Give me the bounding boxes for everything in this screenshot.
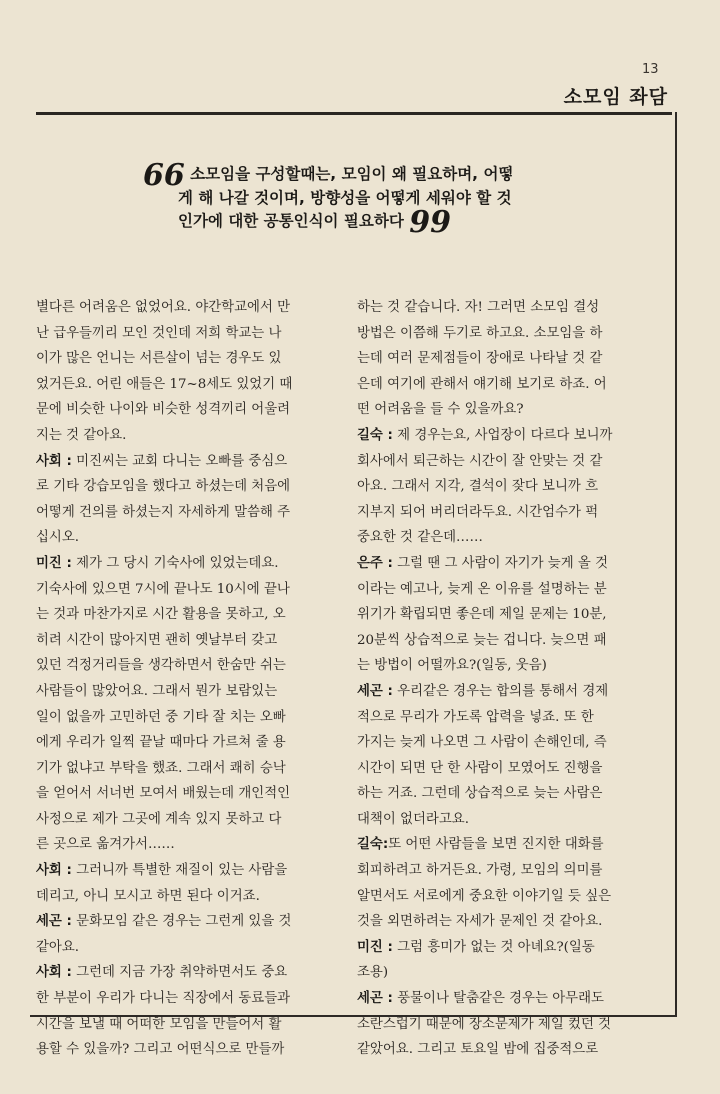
text-line <box>357 909 657 935</box>
pull-quote-line <box>143 205 583 240</box>
text-line <box>36 321 336 347</box>
line-text: 같았어요. 그리고 토요일 밤에 집중적으로 <box>357 1042 599 1058</box>
line-text: 조용) <box>357 965 389 981</box>
section-title: 소모임 좌담 <box>563 86 668 108</box>
text-line <box>36 884 336 910</box>
text-line <box>36 628 336 654</box>
text-line <box>357 832 657 858</box>
line-text: 적으로 무리가 가도록 압력을 넣죠. 또 한 <box>357 709 594 725</box>
line-text: 이라는 예고나, 늦게 온 이유를 설명하는 분 <box>357 581 607 597</box>
text-line <box>36 1012 336 1038</box>
text-line <box>36 858 336 884</box>
line-text: 용할 수 있을까? 그리고 어떤식으로 만들까 <box>36 1042 285 1058</box>
text-line <box>357 935 657 961</box>
text-line <box>357 653 657 679</box>
line-text: 알면서도 서로에게 중요한 이야기일 듯 싶은 <box>357 888 612 904</box>
line-text: 에게 우리가 일찍 끝날 때마다 가르쳐 줄 용 <box>36 735 286 751</box>
text-line <box>357 679 657 705</box>
line-text: 지부지 되어 버리더라두요. 시간엄수가 퍽 <box>357 504 599 520</box>
text-line <box>357 628 657 654</box>
text-line <box>357 577 657 603</box>
text-line <box>36 551 336 577</box>
text-line <box>36 423 336 449</box>
text-line <box>357 705 657 731</box>
line-text: 시간을 보낼 때 어떠한 모임을 만들어서 활 <box>36 1016 282 1032</box>
line-text: 대책이 없더라고요. <box>357 811 469 827</box>
line-text: 기숙사에 있으면 7시에 끝나도 10시에 끝나 <box>36 581 290 597</box>
text-line <box>357 807 657 833</box>
text-line <box>36 807 336 833</box>
line-text: 른 곳으로 옮겨가서…… <box>36 837 175 853</box>
text-line <box>36 397 336 423</box>
speaker-label: 세곤 : <box>357 991 393 1007</box>
line-text: 문화모임 같은 경우는 그런게 있을 것 <box>71 914 292 930</box>
text-line <box>36 705 336 731</box>
line-text: 데리고, 아니 모시고 하면 된다 이거죠. <box>36 888 260 904</box>
line-text: 그럼 흥미가 없는 것 아녜요?(일동 <box>392 939 595 955</box>
pull-quote-text: 인가에 대한 공통인식이 필요하다 <box>178 212 404 230</box>
line-text: 소란스럽기 때문에 장소문제가 제일 컸던 것 <box>357 1016 612 1032</box>
line-text: 는 것과 마찬가지로 시간 활용을 못하고, 오 <box>36 607 286 623</box>
speaker-label: 길숙: <box>357 837 389 853</box>
line-text: 떤 어려움을 들 수 있을까요? <box>357 402 524 418</box>
line-text: 회사에서 퇴근하는 시간이 잘 안맞는 것 같 <box>357 453 603 469</box>
line-text: 20분씩 상습적으로 늦는 겁니다. 늦으면 패 <box>357 632 607 648</box>
speaker-label: 사회 : <box>36 863 72 879</box>
line-text: 풍물이나 탈춤같은 경우는 아무래도 <box>392 991 604 1007</box>
text-line <box>357 960 657 986</box>
speaker-label: 사회 : <box>36 453 72 469</box>
text-line <box>357 730 657 756</box>
pull-quote-line <box>143 158 583 193</box>
speaker-label: 은주 : <box>357 555 393 571</box>
text-line <box>36 372 336 398</box>
text-line <box>357 781 657 807</box>
line-text: 중요한 것 같은데…… <box>357 530 483 546</box>
text-line <box>357 858 657 884</box>
line-text: 지는 것 같아요. <box>36 427 127 443</box>
close-quote-mark: 99 <box>409 205 451 240</box>
left-text-column <box>36 295 336 1063</box>
speaker-label: 미진 : <box>36 555 72 571</box>
line-text: 로 기타 강습모임을 했다고 하셨는데 처음에 <box>36 479 291 495</box>
text-line <box>357 500 657 526</box>
line-text: 제가 그 당시 기숙사에 있었는데요. <box>71 555 279 571</box>
text-line <box>36 781 336 807</box>
text-line <box>357 1012 657 1038</box>
text-line <box>357 525 657 551</box>
text-line <box>357 884 657 910</box>
line-text: 문에 비슷한 나이와 비슷한 성격끼리 어울려 <box>36 402 291 418</box>
line-text: 아요. 그래서 지각, 결석이 잦다 보니까 흐 <box>357 479 599 495</box>
line-text: 사정으로 제가 그곳에 계속 있지 못하고 다 <box>36 811 282 827</box>
text-line <box>36 577 336 603</box>
text-line <box>36 935 336 961</box>
line-text: 그런데 지금 가장 취약하면서도 중요 <box>71 965 288 981</box>
line-text: 하는 거죠. 그런데 상습적으로 늦는 사람은 <box>357 786 603 802</box>
text-line <box>357 346 657 372</box>
line-text: 었거든요. 어린 애들은 17~8세도 있었기 때 <box>36 376 293 392</box>
text-line <box>36 295 336 321</box>
speaker-label: 세곤 : <box>357 683 393 699</box>
line-text: 그러니까 특별한 재질이 있는 사람을 <box>71 863 288 879</box>
pull-quote-text: 게 해 나갈 것이며, 방향성을 어떻게 세워야 할 것 <box>178 188 512 207</box>
line-text: 그럴 땐 그 사람이 자기가 늦게 올 것 <box>392 555 609 571</box>
line-text: 어떻게 건의를 하셨는지 자세하게 말씀해 주 <box>36 504 291 520</box>
text-line <box>36 909 336 935</box>
line-text: 을 얻어서 서너번 모여서 배웠는데 개인적인 <box>36 786 291 802</box>
text-line <box>36 986 336 1012</box>
text-line <box>357 372 657 398</box>
line-text: 제 경우는요, 사업장이 다르다 보니까 <box>392 427 613 443</box>
line-text: 기가 없냐고 부탁을 했죠. 그래서 쾌히 승낙 <box>36 760 286 776</box>
pull-quote <box>143 158 583 240</box>
text-line <box>357 986 657 1012</box>
text-line <box>357 423 657 449</box>
pull-quote-line <box>143 187 583 211</box>
line-text: 시간이 되면 단 한 사람이 모였어도 진행을 <box>357 760 603 776</box>
text-line <box>36 653 336 679</box>
speaker-label: 길숙 : <box>357 427 393 443</box>
line-text: 일이 없을까 고민하던 중 기타 잘 치는 오빠 <box>36 709 286 725</box>
text-line <box>357 295 657 321</box>
line-text: 방법은 이쯤해 두기로 하고요. 소모임을 하 <box>357 325 603 341</box>
text-line <box>357 1037 657 1063</box>
open-quote-mark: 66 <box>143 158 185 193</box>
right-text-column <box>357 295 657 1063</box>
text-line <box>36 346 336 372</box>
line-text: 같아요. <box>36 939 80 955</box>
page-number: 13 <box>642 62 659 77</box>
line-text: 는데 여러 문제점들이 장애로 나타날 것 같 <box>357 351 603 367</box>
section-header <box>36 82 672 115</box>
text-line <box>36 525 336 551</box>
text-line <box>357 397 657 423</box>
line-text: 미진씨는 교회 다니는 오빠를 중심으 <box>71 453 288 469</box>
line-text: 하는 것 같습니다. 자! 그러면 소모임 결성 <box>357 300 600 315</box>
text-line <box>36 474 336 500</box>
right-border-rule <box>675 112 677 1016</box>
text-line <box>36 832 336 858</box>
line-text: 있던 걱정거리들을 생각하면서 한숨만 쉬는 <box>36 658 286 674</box>
line-text: 위기가 확립되면 좋은데 제일 문제는 10분, <box>357 607 607 623</box>
line-text: 은데 여기에 관해서 얘기해 보기로 하죠. 어 <box>357 376 607 392</box>
line-text: 것을 외면하려는 자세가 문제인 것 같아요. <box>357 914 603 930</box>
line-text: 는 방법이 어떨까요?(일동, 웃음) <box>357 658 547 674</box>
text-line <box>36 449 336 475</box>
speaker-label: 미진 : <box>357 939 393 955</box>
text-line <box>36 960 336 986</box>
text-line <box>357 551 657 577</box>
text-line <box>36 602 336 628</box>
text-line <box>357 602 657 628</box>
text-line <box>357 449 657 475</box>
line-text: 가지는 늦게 나오면 그 사람이 손해인데, 즉 <box>357 735 607 751</box>
line-text: 우리같은 경우는 합의를 통해서 경제 <box>392 683 609 699</box>
line-text: 또 어떤 사람들을 보면 진지한 대화를 <box>388 837 604 853</box>
speaker-label: 사회 : <box>36 965 72 981</box>
line-text: 이가 많은 언니는 서른살이 넘는 경우도 있 <box>36 351 282 367</box>
text-line <box>36 756 336 782</box>
line-text: 사람들이 많았어요. 그래서 뭔가 보람있는 <box>36 683 278 699</box>
line-text: 한 부분이 우리가 다니는 직장에서 동료들과 <box>36 991 291 1007</box>
text-line <box>357 474 657 500</box>
speaker-label: 세곤 : <box>36 914 72 930</box>
line-text: 십시오. <box>36 530 80 546</box>
text-line <box>36 500 336 526</box>
text-line <box>357 321 657 347</box>
text-line <box>36 679 336 705</box>
text-line <box>36 1037 336 1063</box>
line-text: 히려 시간이 많아지면 괜히 옛날부터 갖고 <box>36 632 278 648</box>
text-line <box>36 730 336 756</box>
line-text: 난 급우들끼리 모인 것인데 저희 학교는 나 <box>36 325 282 341</box>
pull-quote-text: 소모임을 구성할때는, 모임이 왜 필요하며, 어떻 <box>190 165 514 183</box>
line-text: 별다른 어려움은 없었어요. 야간학교에서 만 <box>36 300 291 315</box>
text-line <box>357 756 657 782</box>
line-text: 회피하려고 하거든요. 가령, 모임의 의미를 <box>357 863 603 879</box>
